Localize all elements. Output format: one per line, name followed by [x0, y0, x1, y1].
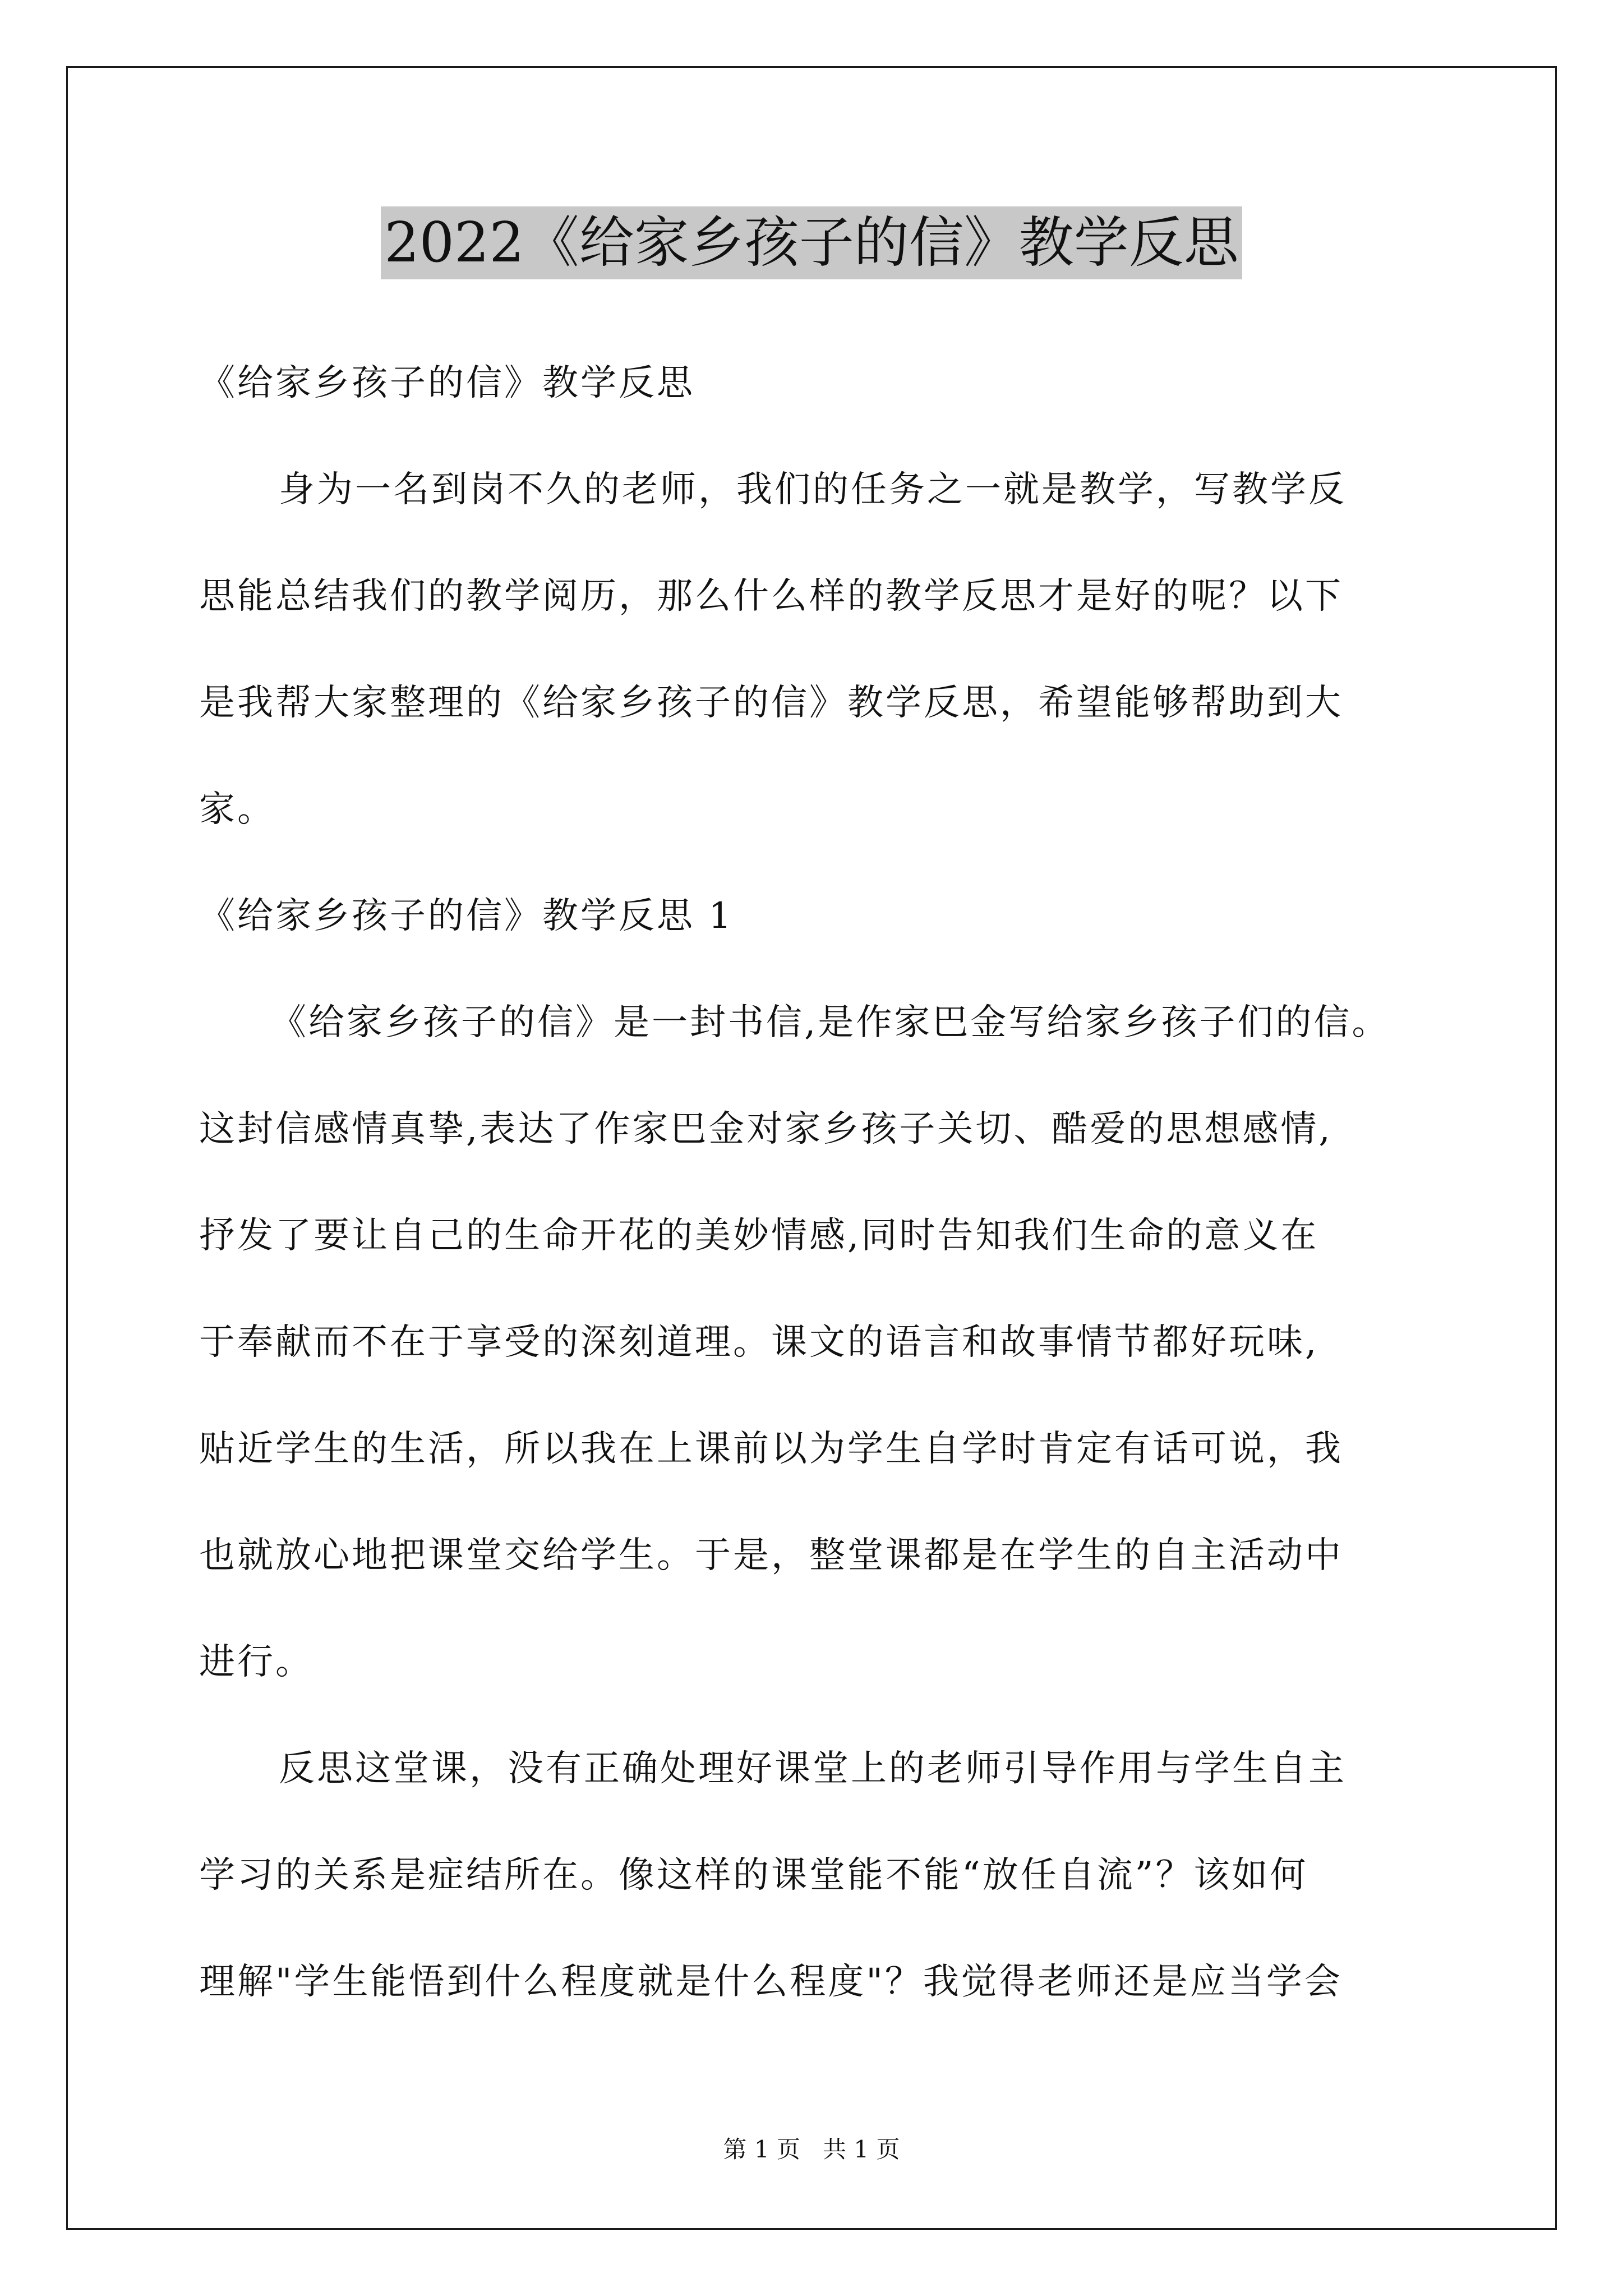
document-title-text: 2022《给家乡孩子的信》教学反思 — [381, 206, 1242, 279]
subtitle-line: 《给家乡孩子的信》教学反思 — [199, 362, 695, 404]
document-title — [0, 206, 1623, 279]
paragraph-line: 抒发了要让自己的生命开花的美妙情感,同时告知我们生命的意义在 — [199, 1215, 1319, 1257]
paragraph-line: 理解"学生能悟到什么程度就是什么程度"？我觉得老师还是应当学会 — [199, 1961, 1343, 2003]
paragraph-line: 进行。 — [199, 1641, 313, 1683]
paragraph-line: 思能总结我们的教学阅历，那么什么样的教学反思才是好的呢？以下 — [199, 576, 1343, 617]
paragraph-line: 学习的关系是症结所在。像这样的课堂能不能“放任自流”？该如何 — [199, 1855, 1308, 1896]
paragraph-line: 也就放心地把课堂交给学生。于是，整堂课都是在学生的自主活动中 — [199, 1535, 1343, 1576]
paragraph-line: 家。 — [199, 789, 275, 830]
section-heading: 《给家乡孩子的信》教学反思 1 — [199, 895, 734, 937]
paragraph-line: 身为一名到岗不久的老师，我们的任务之一就是教学，写教学反 — [279, 469, 1347, 510]
paragraph-line: 这封信感情真挚,表达了作家巴金对家乡孩子关切、酷爱的思想感情, — [199, 1108, 1332, 1150]
paragraph-line: 是我帮大家整理的《给家乡孩子的信》教学反思，希望能够帮助到大 — [199, 682, 1343, 724]
paragraph-line: 反思这堂课，没有正确处理好课堂上的老师引导作用与学生自主 — [279, 1748, 1347, 1789]
paragraph-line: 贴近学生的生活，所以我在上课前以为学生自学时肯定有话可说，我 — [199, 1428, 1343, 1470]
page-footer: 第 1 页 共 1 页 — [723, 2136, 900, 2163]
paragraph-line: 于奉献而不在于享受的深刻道理。课文的语言和故事情节都好玩味, — [199, 1322, 1319, 1363]
paragraph-line: 《给家乡孩子的信》是一封书信,是作家巴金写给家乡孩子们的信。 — [270, 1002, 1390, 1043]
